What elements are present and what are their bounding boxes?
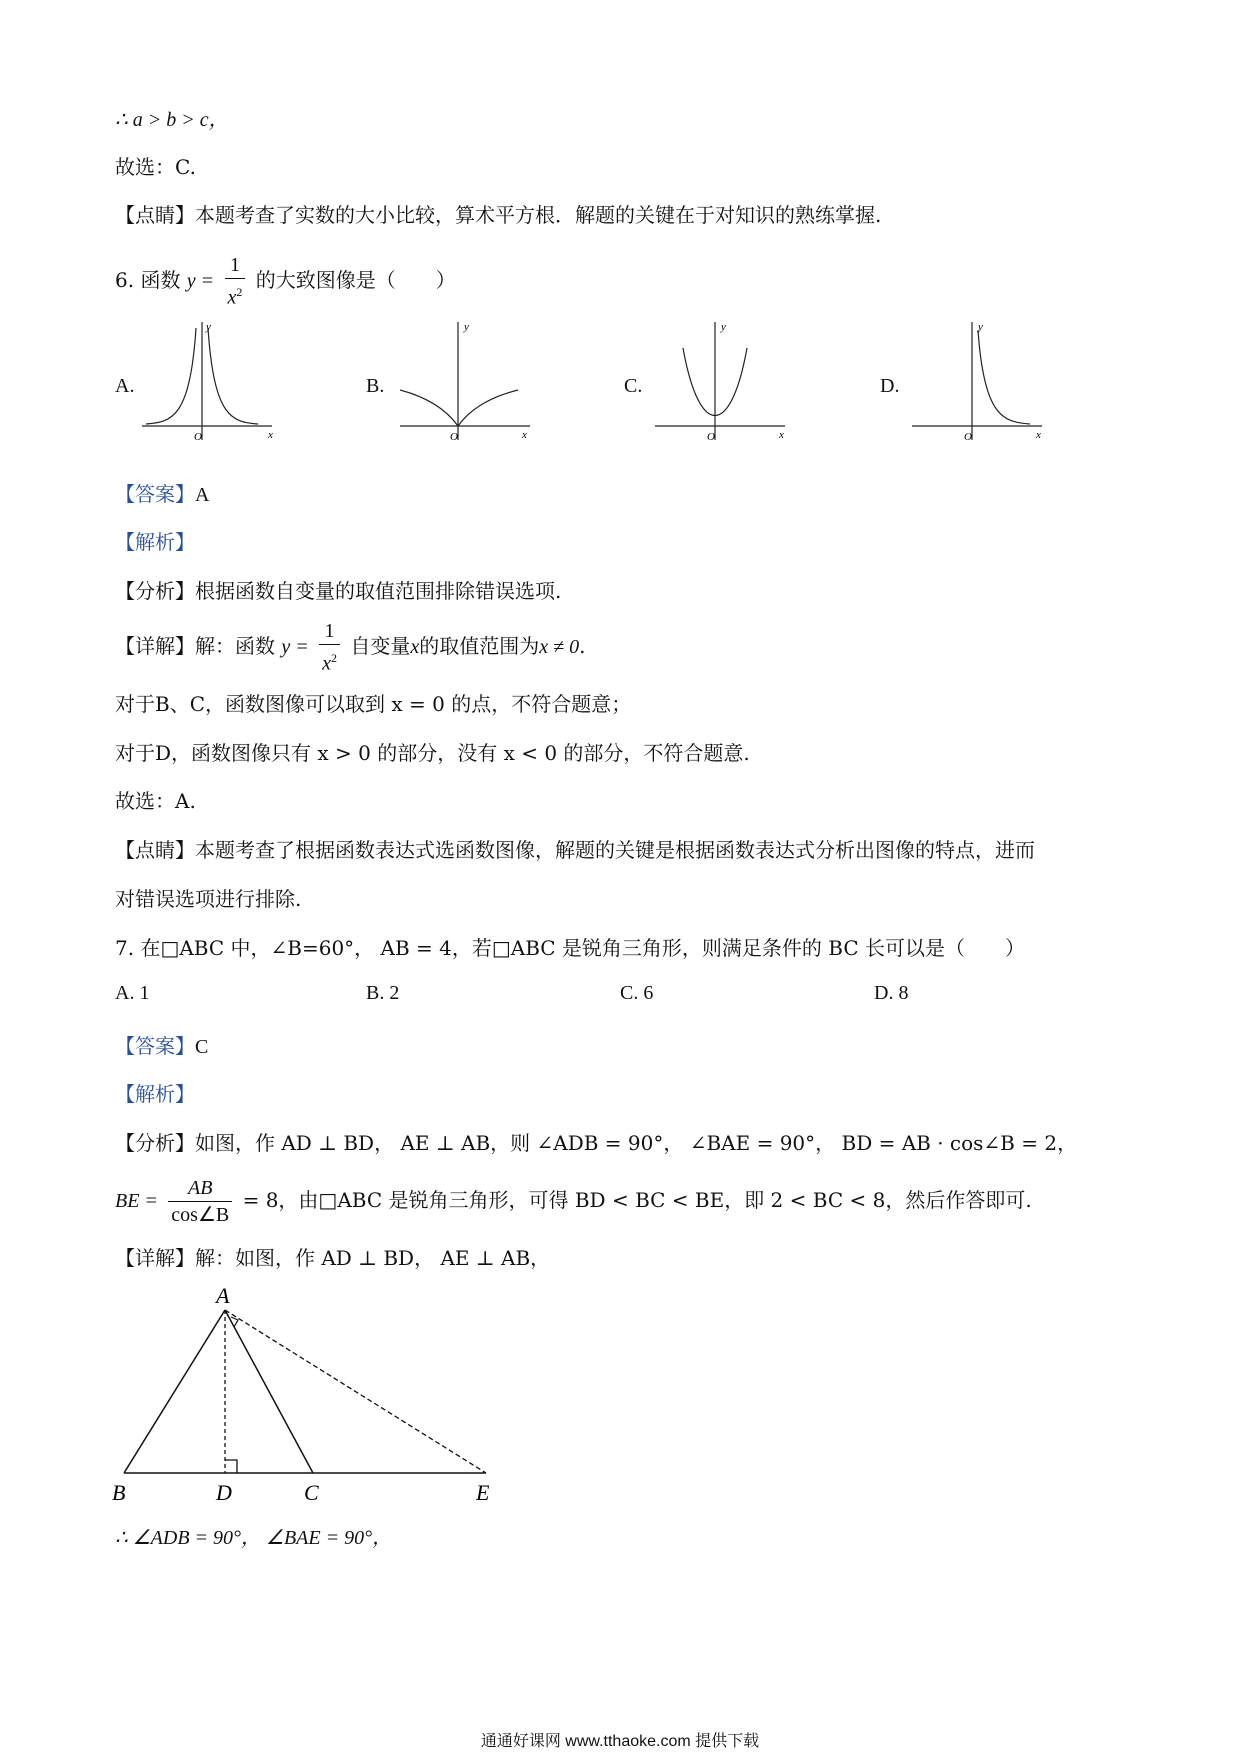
q7-option-a: A. 1 [115,982,150,1004]
option-c-label: C. [624,375,643,397]
q7-option-d: D. 8 [874,982,909,1004]
fenxi-6: 【分析】根据函数自变量的取值范围排除错误选项. [115,579,562,603]
option-b-label: B. [366,375,385,397]
fenxi-7-line1: 【分析】如图，作 AD ⊥ BD， AE ⊥ AB，则 ∠ADB = 90°， ∠BAE = 90°， BD = AB · cos∠B = 2， [115,1131,1078,1155]
graph-option-c [655,318,790,443]
answer-7: 【答案】C [115,1034,209,1058]
svg-text:A: A [216,1285,230,1308]
footer-source: 通通好课网 www.tthaoke.com 提供下载 [480,1733,760,1750]
question-6: 6. 函数 y = $\frac{1}{x^2}$ 的大致图像是（ ） [115,254,456,309]
svg-text:C: C [304,1480,319,1505]
line-bc-reason: 对于B、C，函数图像可以取到 x = 0 的点，不符合题意； [115,692,632,716]
line-comment-5: 【点睛】本题考查了实数的大小比较，算术平方根．解题的关键在于对知识的熟练掌握. [115,203,882,227]
svg-text:D: D [216,1480,232,1505]
fraction-1-over-x2-detail: $\frac{1}{x^2}$ [319,618,340,677]
svg-text:O: O [707,431,715,443]
analysis-6-heading: 【解析】 [115,530,195,554]
svg-text:O: O [194,431,202,443]
answer-6: 【答案】A [115,482,210,506]
q7-option-c: C. 6 [620,982,654,1004]
fraction-ab-over-cosb: $\frac{AB}{\cos\angle B}$ [168,1175,232,1228]
option-a-label: A. [115,375,135,397]
svg-text:O: O [450,431,458,443]
xiangjie-6: 【详解】解：函数 y = $\frac{1}{x^2}$ 自变量x的取值范围为x ≠ 0. [115,620,586,675]
line-select-a: 故选：A. [115,789,196,813]
svg-text:y: y [721,321,726,333]
svg-text:x: x [1036,429,1041,441]
svg-text:x: x [522,429,527,441]
option-d-label: D. [880,375,900,397]
graph-option-d [912,318,1047,443]
fenxi-7-line2: BE = $\frac{AB}{\cos\angle B}$ = 8，由□ABC 是锐角三角形，可得 BD < BC < BE，即 2 < BC < 8，然后作答即可. [115,1177,1032,1226]
question-7: 7. 在□ABC 中，∠B=60°， AB = 4，若□ABC 是锐角三角形，则满足条件的 BC 长可以是（ ） [115,936,1026,960]
fraction-1-over-x2: $\frac{1}{x^2}$ [225,252,246,311]
svg-text:y: y [206,321,211,333]
svg-text:y: y [464,321,469,333]
triangle-diagram [110,1285,510,1510]
xiangjie-7: 【详解】解：如图，作 AD ⊥ BD， AE ⊥ AB， [115,1246,551,1270]
svg-text:y: y [978,321,983,333]
svg-text:O: O [964,431,972,443]
comment-6-line1: 【点睛】本题考查了根据函数表达式选函数图像，解题的关键是根据函数表达式分析出图像的特点，进而 [115,838,1035,862]
comment-6-line2: 对错误选项进行排除. [115,887,302,911]
line-conclusion-abc: ∴ a > b > c， [115,109,229,131]
analysis-7-heading: 【解析】 [115,1082,195,1106]
graph-option-a [142,318,277,443]
svg-text:x: x [268,429,273,441]
line-d-reason: 对于D，函数图像只有 x > 0 的部分，没有 x < 0 的部分，不符合题意. [115,741,750,765]
svg-text:B: B [112,1480,126,1505]
q7-option-b: B. 2 [366,982,400,1004]
svg-text:E: E [476,1480,490,1505]
graph-option-b [400,318,535,443]
line-select-c: 故选：C. [115,155,196,179]
svg-text:x: x [779,429,784,441]
line-conclusion-angles: ∴ ∠ADB = 90°， ∠BAE = 90°， [115,1527,393,1549]
